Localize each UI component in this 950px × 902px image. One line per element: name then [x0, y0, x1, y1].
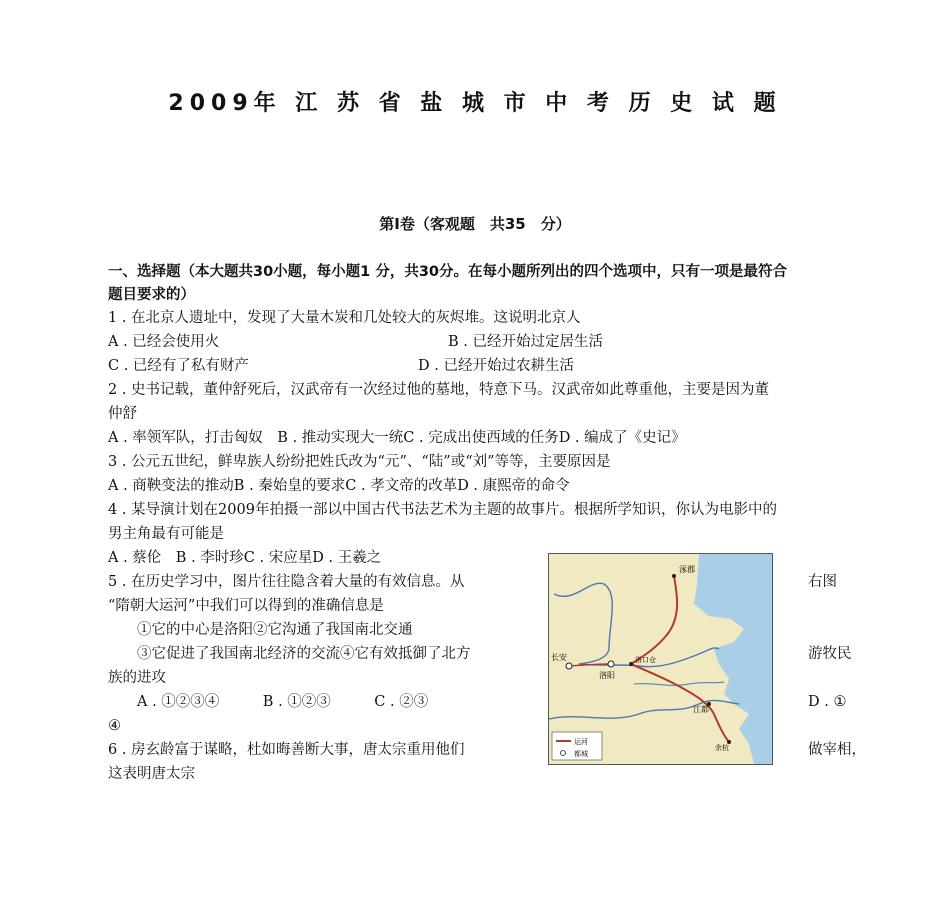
q5-options: A . ①②③④ B . ①②③ C . ②③ — [108, 694, 429, 710]
q4-stem-line1: 4 . 某导演计划在2009年拍摄一部以中国古代书法艺术为主题的故事片。根据所学知识，你认为电影中的 — [108, 502, 777, 518]
q5-line4: ③它促进了我国南北经济的交流④它有效抵御了北方 — [108, 646, 471, 662]
label-jiangdu: 江都 — [693, 705, 709, 714]
zhuojun-dot-icon — [672, 574, 676, 578]
q2-options: A . 率领军队，打击匈奴 B . 推动实现大一统C . 完成出使西域的任务D . 编成了《史记》 — [108, 430, 686, 446]
q4-options: A . 蔡伦 B . 李时珍C . 宋应星D . 王羲之 — [108, 550, 382, 566]
luoyang-capital-icon — [608, 661, 614, 667]
q1-option-c: C . 已经有了私有财产 — [108, 358, 249, 374]
q3-options: A . 商鞅变法的推动B . 秦始皇的要求C . 孝文帝的改革D . 康熙帝的命令 — [108, 478, 570, 494]
legend-capital-label: 都城 — [574, 750, 588, 758]
q5-option-d-cont: ④ — [108, 718, 121, 734]
q2-stem-line1: 2 . 史书记载，董仲舒死后，汉武帝有一次经过他的墓地，特意下马。汉武帝如此尊重他，主要是因为董 — [108, 382, 770, 398]
q6-line1-right: 做宰相， — [808, 742, 866, 758]
exam-title: 2009年 江 苏 省 盐 城 市 中 考 历 史 试 题 — [168, 91, 782, 116]
q5-line2: “隋朝大运河”中我们可以得到的准确信息是 — [108, 598, 384, 614]
q6-line1: 6 . 房玄龄富于谋略，杜如晦善断大事，唐太宗重用他们 — [108, 742, 465, 758]
label-changan: 长安 — [551, 653, 567, 662]
luokou-dot-icon — [629, 662, 633, 666]
q4-stem-line2: 男主角最有可能是 — [108, 526, 224, 542]
q1-stem: 1 . 在北京人遗址中，发现了大量木炭和几处较大的灰烬堆。这说明北京人 — [108, 310, 581, 326]
legend-capital-icon — [561, 751, 566, 756]
section-instructions-line2: 题目要求的） — [108, 287, 195, 303]
q6-line2: 这表明唐太宗 — [108, 766, 195, 782]
label-yuhang: 余杭 — [715, 744, 729, 752]
q5-line5: 族的进攻 — [108, 670, 166, 686]
label-zhuojun: 涿郡 — [679, 565, 695, 574]
q5-line1: 5 . 在历史学习中，图片往往隐含着大量的有效信息。从 — [108, 574, 465, 590]
q3-stem: 3 . 公元五世纪，鲜卑族人纷纷把姓氏改为“元”、“陆”或“刘”等等，主要原因是 — [108, 454, 611, 470]
label-luokou: 洛口仓 — [635, 656, 656, 664]
changan-capital-icon — [566, 663, 572, 669]
volume-heading: 第Ⅰ卷（客观题 共35 分） — [379, 215, 571, 233]
q5-line1-right: 右图 — [808, 574, 837, 590]
canal-map-svg — [549, 554, 772, 764]
q1-option-b: B . 已经开始过定居生活 — [448, 334, 603, 350]
q1-option-d: D . 已经开始过农耕生活 — [418, 358, 574, 374]
section-instructions-line1: 一、选择题（本大题共30小题，每小题1 分，共30分。在每小题所列出的四个选项中，只有一项是最符合 — [108, 264, 787, 280]
q5-option-d: D . ① — [808, 694, 847, 710]
label-luoyang: 洛阳 — [599, 671, 615, 680]
q5-line4-right: 游牧民 — [808, 646, 852, 662]
q2-stem-line2: 仲舒 — [108, 406, 137, 422]
sui-grand-canal-map — [548, 553, 773, 765]
q5-line3: ①它的中心是洛阳②它沟通了我国南北交通 — [108, 622, 413, 638]
q1-option-a: A . 已经会使用火 — [108, 334, 220, 350]
legend-canal-label: 运河 — [574, 738, 588, 746]
